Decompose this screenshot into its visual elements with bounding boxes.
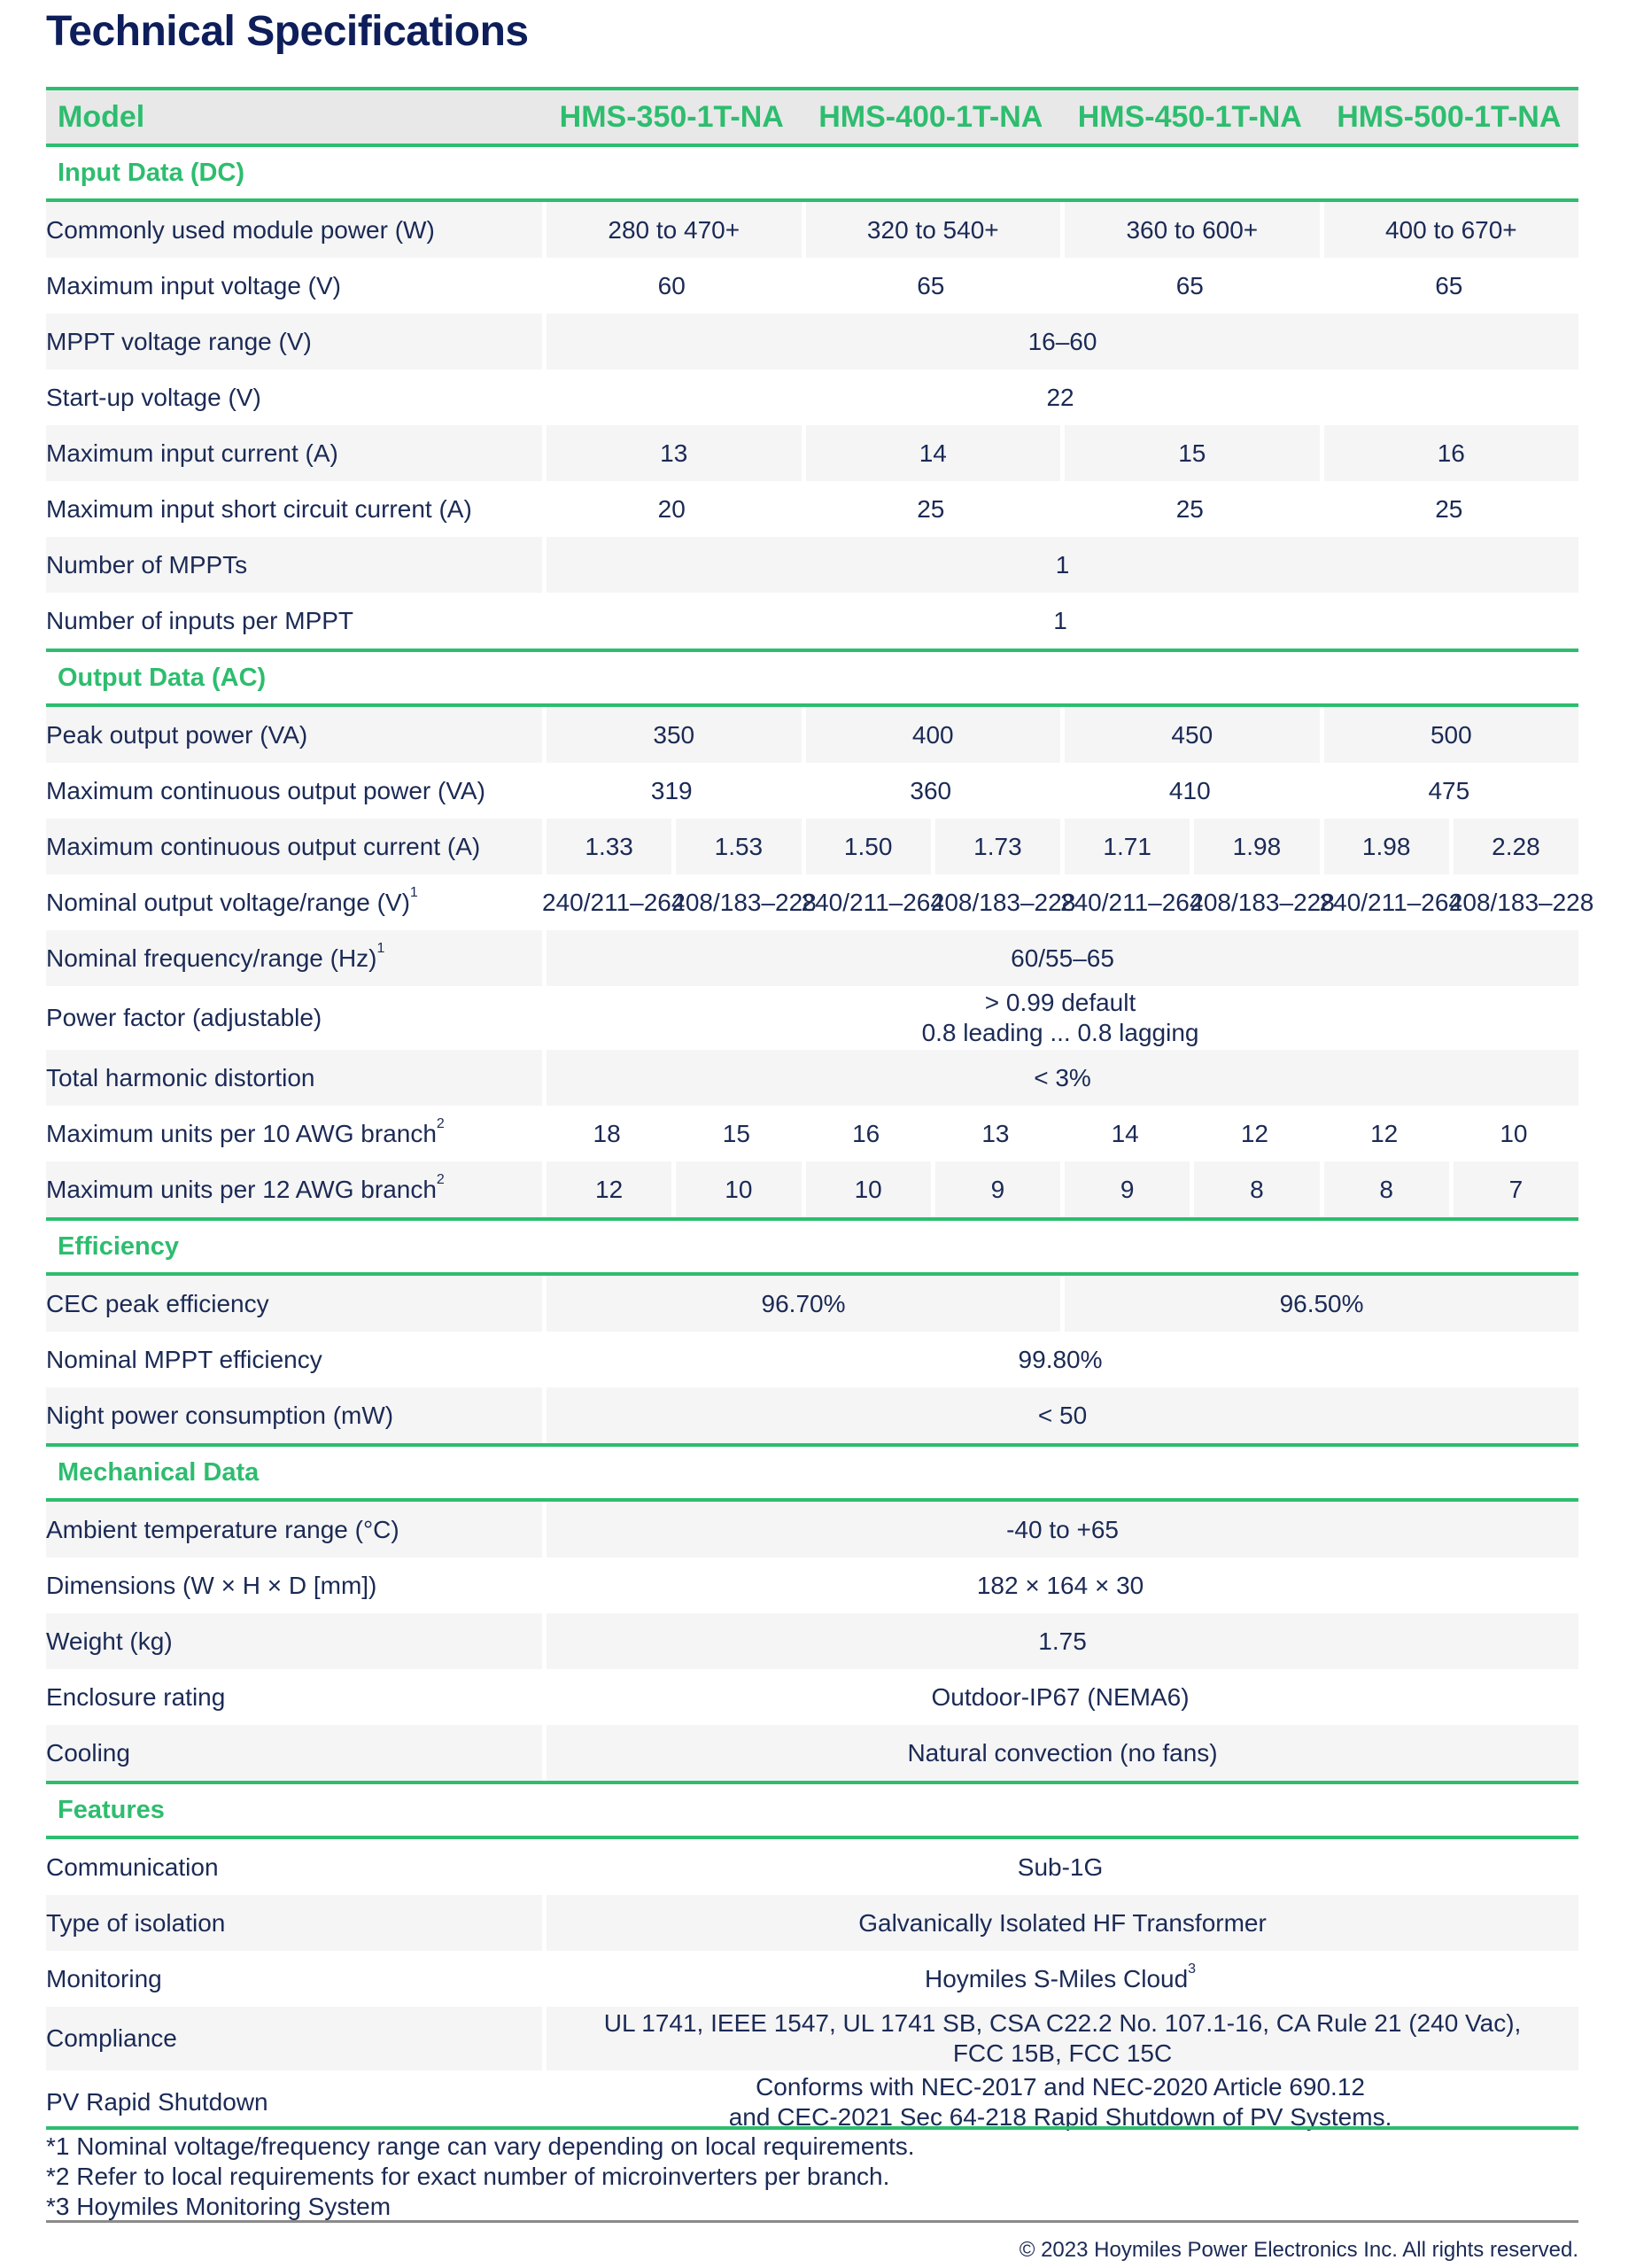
row-label-text: Nominal frequency/range (Hz) [46,944,377,972]
table-row [46,2007,1578,2070]
cell-value: 1.73 [931,819,1060,874]
cell-value: Natural convection (no fans) [542,1725,1578,1781]
cell-value: 14 [802,425,1061,481]
cell-value: 22 [1046,383,1074,411]
section-title: Features [46,1781,1578,1839]
cell-value: 1 [1053,606,1067,634]
cell-value: 1.53 [671,819,801,874]
value-line-1: UL 1741, IEEE 1547, UL 1741 SB, CSA C22.2 No. 107.1-16, CA Rule 21 (240 Vac), [603,2009,1522,2037]
model-label: Model [46,87,542,147]
cell-value [542,2007,1578,2070]
cell-value: 475 [1428,776,1470,804]
row-label: Monitoring [46,1964,162,1992]
cell-value: 15 [722,1119,750,1147]
row-label [46,930,542,986]
row-label: Maximum continuous output current (A) [46,819,542,874]
model-hms-350: HMS-350-1T-NA [542,87,802,147]
table-row [46,1106,1578,1161]
cell-value: 280 to 470+ [542,202,802,258]
row-label-text: Maximum units per 12 AWG branch [46,1175,437,1203]
cell-value: 240/211–264 [542,888,686,916]
value-line-2: 0.8 leading ... 0.8 lagging [921,1019,1199,1046]
row-label: Number of inputs per MPPT [46,606,354,634]
row-label: Ambient temperature range (°C) [46,1502,542,1557]
cell-value: 99.80% [1018,1345,1103,1373]
table-row [46,2070,1578,2134]
cell-value: 500 [1320,707,1579,763]
cell-value: < 3% [542,1050,1578,1106]
section-output-data [46,649,1578,707]
cell-value: 65 [917,271,945,299]
table-row [46,481,1578,537]
footnotes [46,2126,1578,2222]
table-row [46,1050,1578,1106]
section-mechanical-data [46,1443,1578,1502]
row-label [46,1161,542,1217]
cell-value: 1.71 [1060,819,1190,874]
model-hms-450: HMS-450-1T-NA [1060,87,1320,147]
row-label: Type of isolation [46,1895,542,1951]
table-row [46,1502,1578,1557]
section-title: Mechanical Data [46,1443,1578,1502]
table-row [46,1951,1578,2007]
section-title: Output Data (AC) [46,649,1578,707]
cell-value: 60 [657,271,686,299]
cell-value: Galvanically Isolated HF Transformer [542,1895,1578,1951]
cell-value: 182 × 164 × 30 [976,1571,1144,1599]
table-row [46,537,1578,593]
model-hms-500: HMS-500-1T-NA [1320,87,1579,147]
row-label: Maximum continuous output power (VA) [46,776,485,804]
row-label: Maximum input short circuit current (A) [46,494,472,523]
value-line-2: and CEC-2021 Sec 64-218 Rapid Shutdown of PV Systems. [728,2103,1392,2131]
cell-value: 360 to 600+ [1060,202,1320,258]
row-label: Power factor (adjustable) [46,1004,322,1031]
cell-value: 96.50% [1060,1276,1578,1332]
cell-value [542,986,1578,1050]
table-row [46,1669,1578,1725]
cell-value: 10 [671,1161,801,1217]
cell-value: 240/211–264 [801,888,944,916]
cell-value: 16–60 [542,314,1578,369]
cell-value: 65 [1435,271,1463,299]
cell-value: 1.98 [1320,819,1449,874]
cell-value: 400 to 670+ [1320,202,1579,258]
row-label: PV Rapid Shutdown [46,2088,268,2116]
value-line-1: > 0.99 default [984,989,1136,1016]
row-label: Total harmonic distortion [46,1050,542,1106]
table-row [46,1387,1578,1443]
section-features [46,1781,1578,1839]
cell-value: 65 [1175,271,1204,299]
table-row [46,930,1578,986]
cell-value: 350 [542,707,802,763]
cell-value: 320 to 540+ [802,202,1061,258]
cell-value: 10 [802,1161,931,1217]
cell-value: 410 [1168,776,1211,804]
table-row [46,1332,1578,1387]
row-label-text: Nominal output voltage/range (V) [46,888,410,916]
cell-value: 450 [1060,707,1320,763]
table-row [46,1613,1578,1669]
cell-value: 15 [1060,425,1320,481]
cell-value: 360 [910,776,952,804]
footnote-3: *3 Hoymiles Monitoring System [46,2193,392,2220]
cell-value: 10 [1500,1119,1528,1147]
footer-divider [46,2220,1578,2223]
copyright: © 2023 Hoymiles Power Electronics Inc. All rights reserved. [1019,2238,1578,2262]
model-header-row [46,87,1578,147]
row-label: Maximum input voltage (V) [46,271,342,299]
cell-value: 12 [1370,1119,1399,1147]
footnote-ref: 3 [1188,1961,1197,1977]
value-line-2: FCC 15B, FCC 15C [952,2039,1173,2067]
footnote-1: *1 Nominal voltage/frequency range can vary depending on local requirements. [46,2132,915,2160]
table-row [46,369,1578,425]
cell-value [542,1951,1578,2007]
row-label [46,1106,542,1161]
cell-value: 9 [1060,1161,1190,1217]
cell-value: 96.70% [542,1276,1060,1332]
cell-value: 400 [802,707,1061,763]
row-label-text: Maximum units per 10 AWG branch [46,1119,437,1147]
cell-value: 7 [1449,1161,1578,1217]
table-row [46,819,1578,874]
cell-value: 1.98 [1190,819,1319,874]
table-row [46,1557,1578,1613]
cell-value: 208/183–228 [671,888,817,916]
cell-value: 12 [542,1161,671,1217]
row-label: Number of MPPTs [46,537,542,593]
row-label: Enclosure rating [46,1682,226,1711]
footnote-ref: 1 [376,940,385,956]
table-row [46,1276,1578,1332]
cell-value: 319 [650,776,693,804]
cell-value: 25 [917,494,945,523]
table-row [46,1895,1578,1951]
table-row [46,202,1578,258]
row-label: Dimensions (W × H × D [mm]) [46,1571,377,1599]
cell-value: 240/211–264 [1319,888,1462,916]
spec-table [46,87,1594,2134]
cell-value: 16 [852,1119,880,1147]
cell-value: 208/183–228 [1190,888,1335,916]
cell-value: < 50 [542,1387,1578,1443]
cell-value: 2.28 [1449,819,1578,874]
cell-value: 9 [931,1161,1060,1217]
row-label: CEC peak efficiency [46,1276,542,1332]
cell-value: 208/183–228 [930,888,1076,916]
cell-value: Outdoor-IP67 (NEMA6) [931,1682,1190,1711]
cell-value: 18 [593,1119,621,1147]
section-title: Efficiency [46,1217,1578,1276]
value-line-1: Conforms with NEC-2017 and NEC-2020 Article 690.12 [756,2073,1365,2101]
table-row [46,1161,1578,1217]
table-row [46,763,1578,819]
row-label: Weight (kg) [46,1613,542,1669]
table-row [46,258,1578,314]
footnote-ref: 2 [436,1115,445,1131]
row-label: Commonly used module power (W) [46,202,542,258]
page-title: Technical Specifications [46,8,529,55]
section-input-data [46,147,1578,202]
model-hms-400: HMS-400-1T-NA [802,87,1061,147]
row-label: Communication [46,1852,219,1881]
cell-value: 13 [981,1119,1010,1147]
section-efficiency [46,1217,1578,1276]
cell-value: 1.50 [802,819,931,874]
row-label: Night power consumption (mW) [46,1387,542,1443]
cell-value: 1.33 [542,819,671,874]
table-row [46,707,1578,763]
cell-value: 60/55–65 [542,930,1578,986]
row-label: MPPT voltage range (V) [46,314,542,369]
row-label [46,874,542,930]
footnote-ref: 2 [436,1171,445,1187]
table-row [46,314,1578,369]
table-row [46,986,1578,1050]
cell-value: 25 [1435,494,1463,523]
row-label: Peak output power (VA) [46,707,542,763]
table-row [46,593,1578,649]
cell-value: 208/183–228 [1448,888,1594,916]
section-title: Input Data (DC) [46,147,1578,202]
cell-value: 1.75 [542,1613,1578,1669]
cell-value: 14 [1111,1119,1139,1147]
row-label: Nominal MPPT efficiency [46,1345,322,1373]
cell-value: 1 [542,537,1578,593]
row-label: Maximum input current (A) [46,425,542,481]
row-label: Compliance [46,2007,542,2070]
table-row [46,1839,1578,1895]
table-row [46,1725,1578,1781]
cell-value: Sub-1G [1017,1852,1104,1881]
cell-value: 16 [1320,425,1579,481]
cell-value: 12 [1240,1119,1268,1147]
row-label: Cooling [46,1725,542,1781]
table-row [46,874,1578,930]
footnote-2: *2 Refer to local requirements for exact number of microinverters per branch. [46,2163,890,2190]
cell-value: -40 to +65 [542,1502,1578,1557]
cell-value [542,2070,1578,2134]
row-label: Start-up voltage (V) [46,383,261,411]
table-row [46,425,1578,481]
cell-value: 13 [542,425,802,481]
footnote-ref: 1 [409,884,418,900]
cell-value: 20 [657,494,686,523]
cell-value: 25 [1175,494,1204,523]
cell-value: 8 [1320,1161,1449,1217]
cell-value: 240/211–264 [1060,888,1204,916]
cell-text: Hoymiles S-Miles Cloud [924,1964,1189,1992]
cell-value: 8 [1190,1161,1319,1217]
